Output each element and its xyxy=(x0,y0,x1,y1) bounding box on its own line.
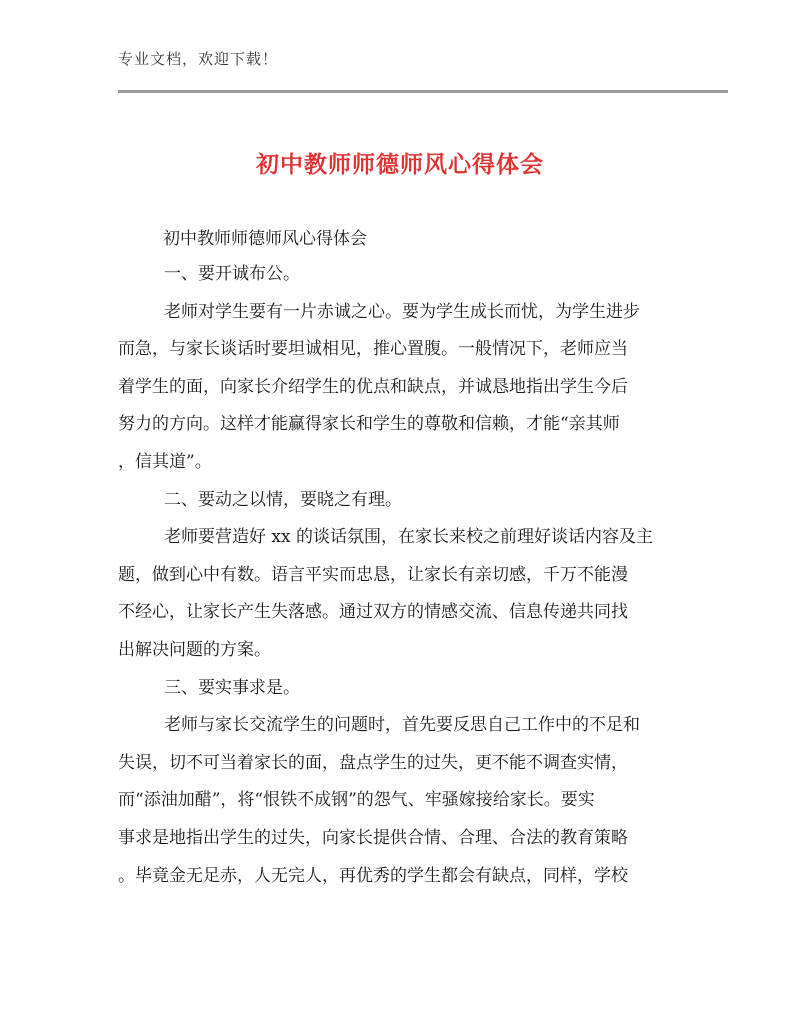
body-line: 一、要开诚布公。 xyxy=(164,264,300,284)
body-line: 事求是地指出学生的过失，向家长提供合情、合理、合法的教育策略 xyxy=(118,827,628,848)
body-line: 而“添油加醋”，将“恨铁不成钢”的怨气、牢骚嫁接给家长。要实 xyxy=(118,790,595,811)
body-line: 而急，与家长谈话时要坦诚相见，推心置腹。一般情况下，老师应当 xyxy=(118,339,628,360)
document-subtitle: 初中教师师德师风心得体会 xyxy=(163,229,367,249)
body-line: 着学生的面，向家长介绍学生的优点和缺点，并诚恳地指出学生今后 xyxy=(118,376,628,397)
body-line: 失误，切不可当着家长的面，盘点学生的过失，更不能不调查实情， xyxy=(118,752,628,773)
body-line: 老师与家长交流学生的问题时，首先要反思自己工作中的不足和 xyxy=(164,715,640,736)
document-body xyxy=(118,256,678,895)
body-line: 题，做到心中有数。语言平实而忠恳，让家长有亲切感，千万不能漫 xyxy=(118,564,628,585)
header-divider xyxy=(118,90,728,93)
body-line: 。毕竟金无足赤，人无完人，再优秀的学生都会有缺点，同样，学校 xyxy=(118,865,628,886)
body-line: 老师要营造好 xx 的谈话氛围，在家长来校之前理好谈话内容及主 xyxy=(164,527,653,548)
body-line: 不经心，让家长产生失落感。通过双方的情感交流、信息传递共同找 xyxy=(118,602,628,623)
header-text: 专业文档，欢迎下载！ xyxy=(118,50,279,68)
body-line: 三、要实事求是。 xyxy=(164,677,300,698)
document-title: 初中教师师德师风心得体会 xyxy=(256,152,544,178)
body-line: ，信其道”。 xyxy=(118,451,212,472)
body-line: 努力的方向。这样才能赢得家长和学生的尊敬和信赖，才能“亲其师 xyxy=(118,414,620,435)
body-line: 出解决问题的方案。 xyxy=(118,639,271,660)
body-line: 老师对学生要有一片赤诚之心。要为学生成长而忧，为学生进步 xyxy=(164,301,640,322)
body-line: 二、要动之以情，要晓之有理。 xyxy=(164,489,402,510)
